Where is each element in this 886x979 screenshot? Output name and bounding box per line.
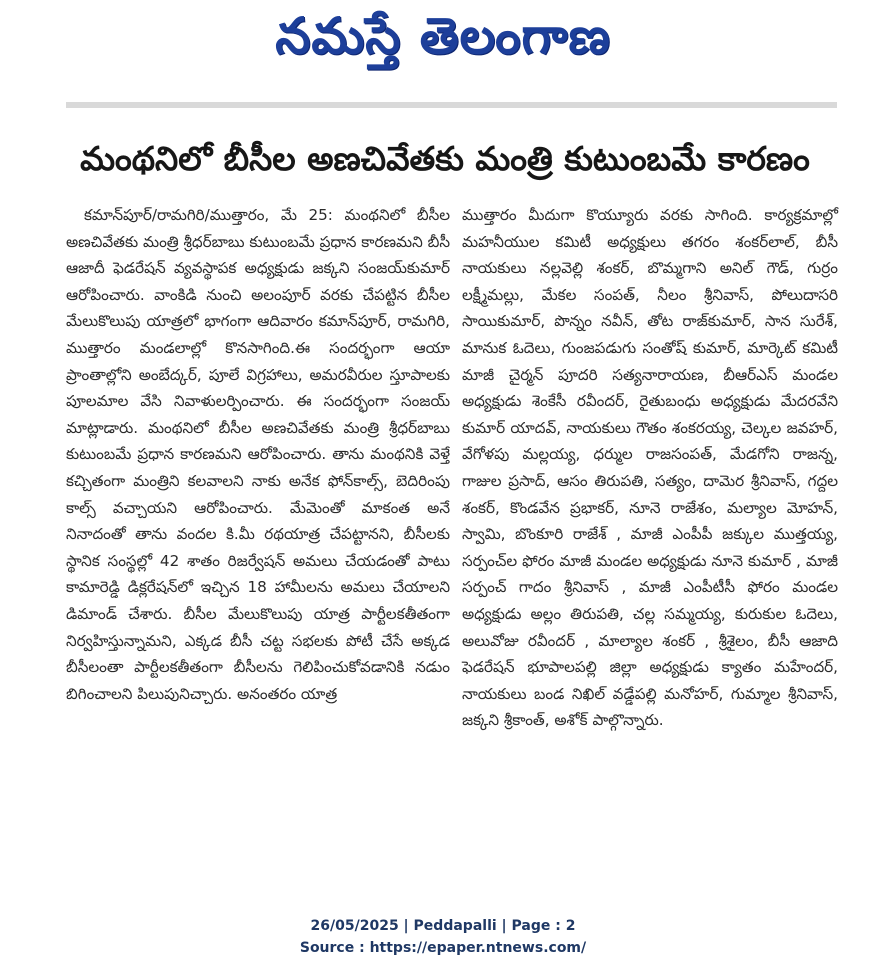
article-headline: మంథనిలో బీసీల అణచివేతకు మంత్రి కుటుంబమే కారణం	[80, 138, 810, 178]
article-column-left	[66, 202, 450, 707]
article-column-right	[462, 202, 838, 734]
newspaper-logo: నమస్తే తెలంగాణ	[275, 6, 611, 65]
header-divider	[66, 102, 837, 108]
footer-dateline: 26/05/2025 | Peddapalli | Page : 2	[310, 918, 576, 934]
masthead	[0, 4, 886, 80]
article-body-left: కమాన్‌పూర్/రామగిరి/ముత్తారం, మే 25: మంథనిలో బీసీల అణచివేతకు మంత్రి శ్రీధర్‌బాబు కుటుంబమే ప్రధాన కారణమని బీసీ ఆజాదీ ఫెడరేషన్ వ్యవస్థాపక అధ్యక్షుడు జక్కని సంజయ్‌కుమార్ ఆరోపించారు. వాంకిడి నుంచి అలంపూర్ వరకు చేపట్టిన బీసీల మేలుకొలుపు యాత్రలో భాగంగా ఆదివారం కమాన్‌పూర్, రామగిరి, ముత్తారం మండలాల్లో కొనసాగింది.ఈ సందర్భంగా ఆయా ప్రాంతాల్లోని అంబేద్కర్, పూలే విగ్రహాలు, అమరవీరుల స్తూపాలకు పూలమాల వేసి నివాళులర్పించారు. ఈ సందర్భంగా సంజయ్ మాట్లాడారు. మంథనిలో బీసీల అణచివేతకు మంత్రి శ్రీధర్‌బాబు కుటుంబమే ప్రధాన కారణమని ఆరోపించారు. తాను మంథనికి వెళ్తే కచ్చితంగా మంత్రిని కలవాలని నాకు అనేక ఫోన్‌కాల్స్, బెదిరింపు కాల్స్ వచ్చాయని ఆరోపించారు. మేమెంతో మాకంత అనే నినాదంతో తాను వందల కి.మీ రథయాత్ర చేపట్టానని, బీసీలకు స్థానిక సంస్థల్లో 42 శాతం రిజర్వేషన్ అమలు చేయడంతో పాటు కామారెడ్డి డిక్లరేషన్‌లో ఇచ్చిన 18 హామీలను అమలు చేయాలని డిమాండ్ చేశారు. బీసీల మేలుకొలుపు యాత్ర పార్టీలకతీతంగా నిర్వహిస్తున్నామని, ఎక్కడ బీసీ చట్ట సభలకు పోటీ చేసే అక్కడ బీసీలంతా పార్టీలకతీతంగా బీసీలను గెలిపించుకోవడానికి నడుం బిగించాలని పిలుపునిచ్చారు. అనంతరం యాత్ర	[66, 206, 450, 703]
footer-source-link[interactable]: Source : https://epaper.ntnews.com/	[299, 940, 587, 956]
article-body-right: ముత్తారం మీదుగా కొయ్యూరు వరకు సాగింది. కార్యక్రమాల్లో మహనీయుల కమిటీ అధ్యక్షులు తగరం శంకర్‌లాల్, బీసీ నాయకులు నల్లవెల్లి శంకర్, బొమ్మగాని అనిల్ గౌడ్, గుర్రం లక్ష్మీమల్లు, మేకల సంపత్, నీలం శ్రీనివాస్, పోలుదాసరి సాయికుమార్, పొన్నం నవీన్, తోట రాజ్‌కుమార్, సాన సురేశ్, మానుక ఓదెలు, గుంజపడుగు సంతోష్ కుమార్, మార్కెట్ కమిటీ మాజీ చైర్మన్ పూదరి సత్యనారాయణ, బీఆర్ఎస్ మండల అధ్యక్షుడు శెంకేసీ రవీందర్, రైతుబంధు అధ్యక్షుడు మేదరవేని కుమార్ యాదవ్, నాయకులు గౌతం శంకరయ్య, చెల్కల జవహర్, వేగోళపు మల్లయ్య, ధర్ముల రాజసంపత్, మేడగోని రాజన్న, గాజుల ప్రసాద్, ఆసం తిరుపతి, సత్యం, దామెర శ్రీనివాస్, గద్దల శంకర్, కొండవేన ప్రభాకర్, నూనె రాజేశం, మల్యాల మోహన్, స్వామి, బొంకూరి రాజేశ్ , మాజీ ఎంపీపీ జక్కుల ముత్తయ్య, సర్పంచ్‌ల ఫోరం మాజీ మండల అధ్యక్షుడు నూనె కుమార్ , మాజీ సర్పంచ్ గాదం శ్రీనివాస్ , మాజీ ఎంపీటీసీ ఫోరం మండల అధ్యక్షుడు అల్లం తిరుపతి, చల్ల సమ్మయ్య, కురుకుల ఓదెలు, అలువోజు రవీందర్ , మాల్యాల శంకర్ , శ్రీశైలం, బీసీ ఆజాది ఫెడరేషన్ భూపాలపల్లి జిల్లా అధ్యక్షుడు క్యాతం మహేందర్, నాయకులు బండ నిఖిల్ వడ్డేపల్లి మనోహర్, గుమ్మాల శ్రీనివాస్, జక్కని శ్రీకాంత్, అశోక్ పాల్గొన్నారు.	[462, 206, 838, 730]
